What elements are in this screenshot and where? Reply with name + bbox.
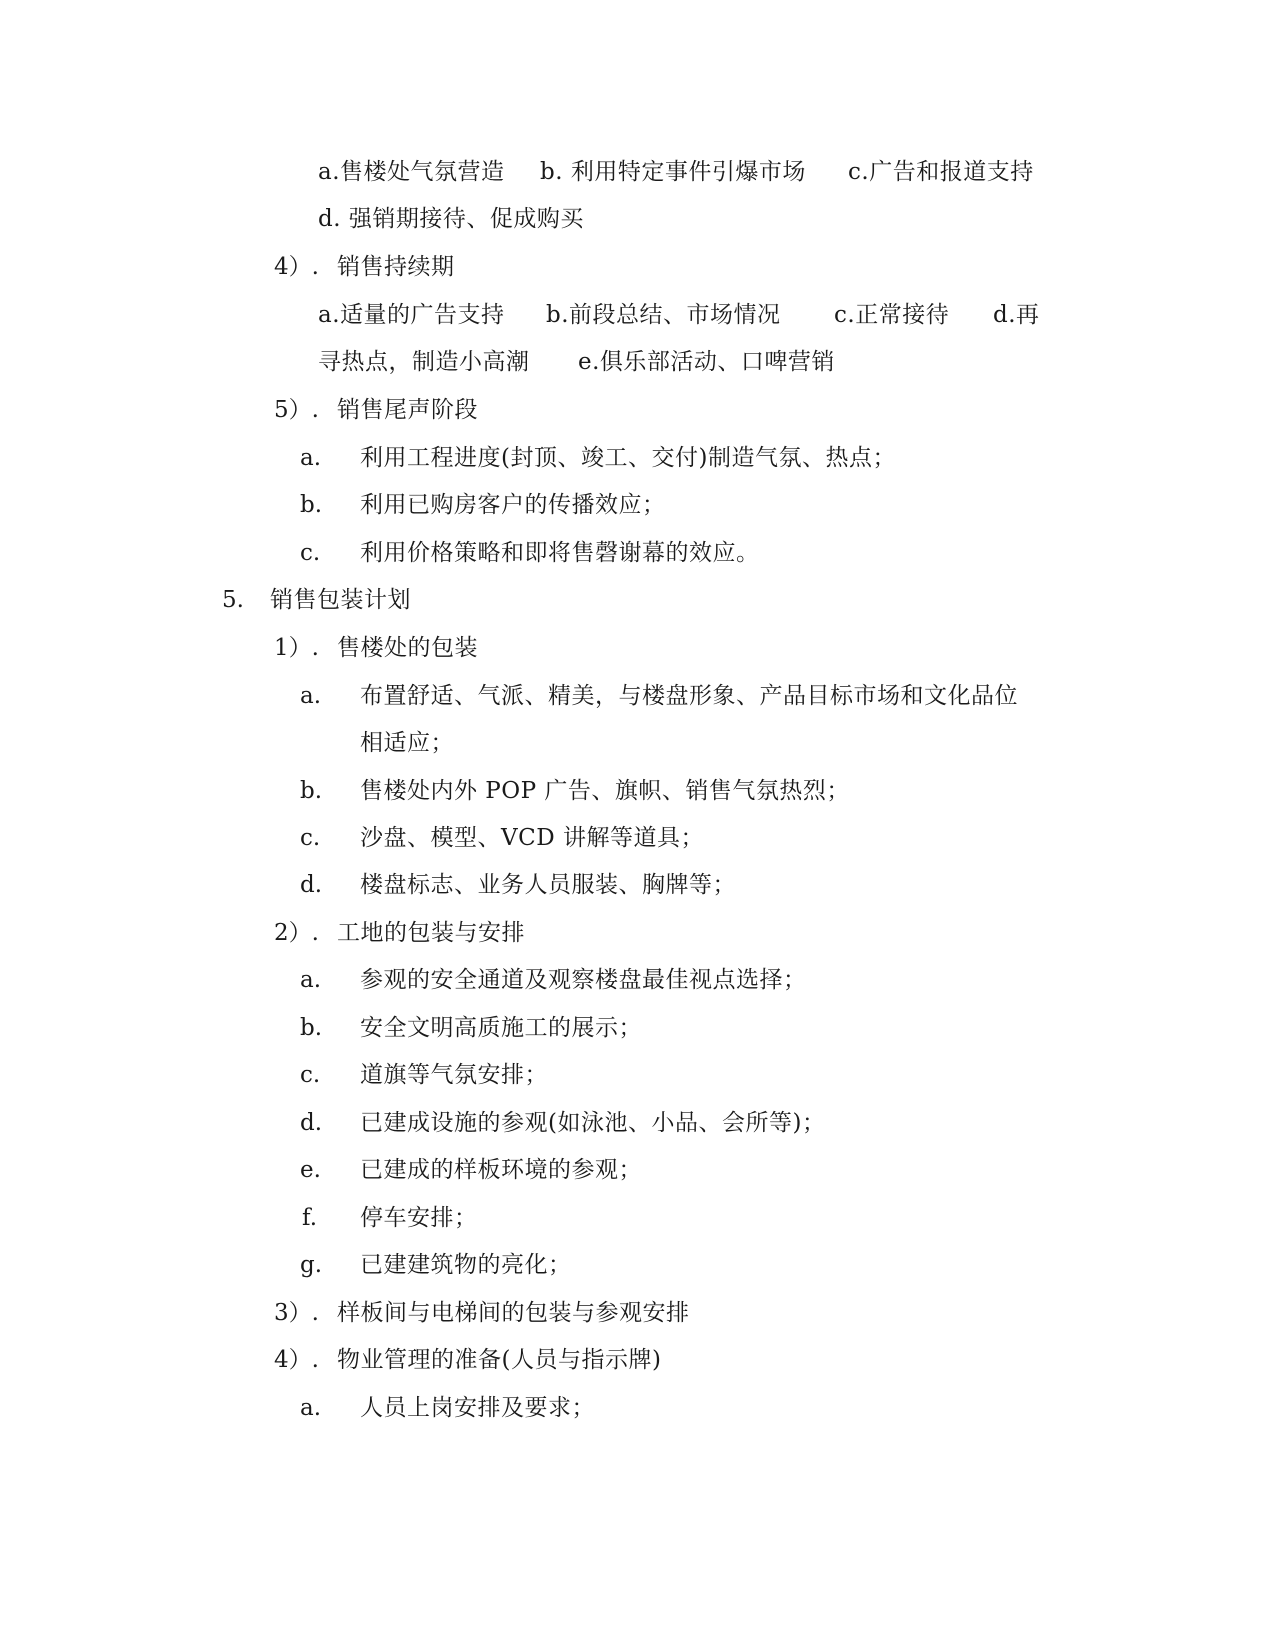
subsection-title: 工地的包装与安排 <box>337 920 525 946</box>
list-item: 安全文明高质施工的展示； <box>360 1015 642 1041</box>
list-item-label: g. <box>300 1252 323 1278</box>
list-item: 停车安排； <box>360 1205 478 1231</box>
subsection-number: 5）. <box>274 397 319 423</box>
list-item-label: d. <box>300 872 323 898</box>
list-item: 利用价格策略和即将售磬谢幕的效应。 <box>360 540 760 566</box>
list-item: 参观的安全通道及观察楼盘最佳视点选择； <box>360 967 807 993</box>
list-item: a.售楼处气氛营造 <box>318 159 505 185</box>
list-item-label: b. <box>300 492 323 518</box>
list-item: 已建建筑物的亮化； <box>360 1252 572 1278</box>
list-item: a.适量的广告支持 <box>318 302 505 328</box>
list-item: 楼盘标志、业务人员服装、胸牌等； <box>360 872 736 898</box>
list-item: 利用工程进度(封顶、竣工、交付)制造气氛、热点； <box>360 445 896 471</box>
subsection-number: 4）. <box>274 254 319 280</box>
subsection-number: 1）. <box>274 635 319 661</box>
list-item-label: d. <box>300 1110 323 1136</box>
list-item-label: f. <box>302 1205 318 1231</box>
subsection-number: 4）. <box>274 1347 319 1373</box>
subsection-number: 3）. <box>274 1300 319 1326</box>
list-item-continuation: 相适应； <box>360 730 454 756</box>
list-item: c.正常接待 <box>834 302 950 328</box>
subsection-title: 售楼处的包装 <box>337 635 478 661</box>
subsection-title: 销售尾声阶段 <box>337 397 478 423</box>
list-item: 道旗等气氛安排； <box>360 1062 548 1088</box>
list-item: 已建成设施的参观(如泳池、小品、会所等)； <box>360 1110 826 1136</box>
list-item-label: a. <box>300 1395 322 1421</box>
list-item: b.前段总结、市场情况 <box>546 302 781 328</box>
list-item: 利用已购房客户的传播效应； <box>360 492 666 518</box>
subsection-title: 物业管理的准备(人员与指示牌) <box>337 1347 662 1373</box>
list-item: c.广告和报道支持 <box>848 159 1034 185</box>
section-title: 销售包装计划 <box>270 587 411 613</box>
list-item: d.再 <box>993 302 1040 328</box>
subsection-title: 样板间与电梯间的包装与参观安排 <box>337 1300 690 1326</box>
list-item-label: c. <box>300 1062 321 1088</box>
subsection-title: 销售持续期 <box>337 254 455 280</box>
list-item: 已建成的样板环境的参观； <box>360 1157 642 1183</box>
list-item-label: e. <box>300 1157 321 1183</box>
list-item-label: a. <box>300 683 322 709</box>
list-item: e.俱乐部活动、口啤营销 <box>578 349 835 375</box>
list-item: b. 利用特定事件引爆市场 <box>540 159 806 185</box>
list-item: 寻热点，制造小高潮 <box>318 349 530 375</box>
list-item-label: b. <box>300 1015 323 1041</box>
list-item: 售楼处内外 POP 广告、旗帜、销售气氛热烈； <box>360 778 850 804</box>
list-item-label: c. <box>300 825 321 851</box>
section-number: 5. <box>222 587 244 613</box>
list-item: 人员上岗安排及要求； <box>360 1395 595 1421</box>
list-item: 沙盘、模型、VCD 讲解等道具； <box>360 825 704 851</box>
list-item: d. 强销期接待、促成购买 <box>318 206 584 232</box>
list-item-label: a. <box>300 967 322 993</box>
list-item-label: c. <box>300 540 321 566</box>
list-item: 布置舒适、气派、精美，与楼盘形象、产品目标市场和文化品位 <box>360 683 1018 709</box>
list-item-label: b. <box>300 778 323 804</box>
list-item-label: a. <box>300 445 322 471</box>
subsection-number: 2）. <box>274 920 319 946</box>
